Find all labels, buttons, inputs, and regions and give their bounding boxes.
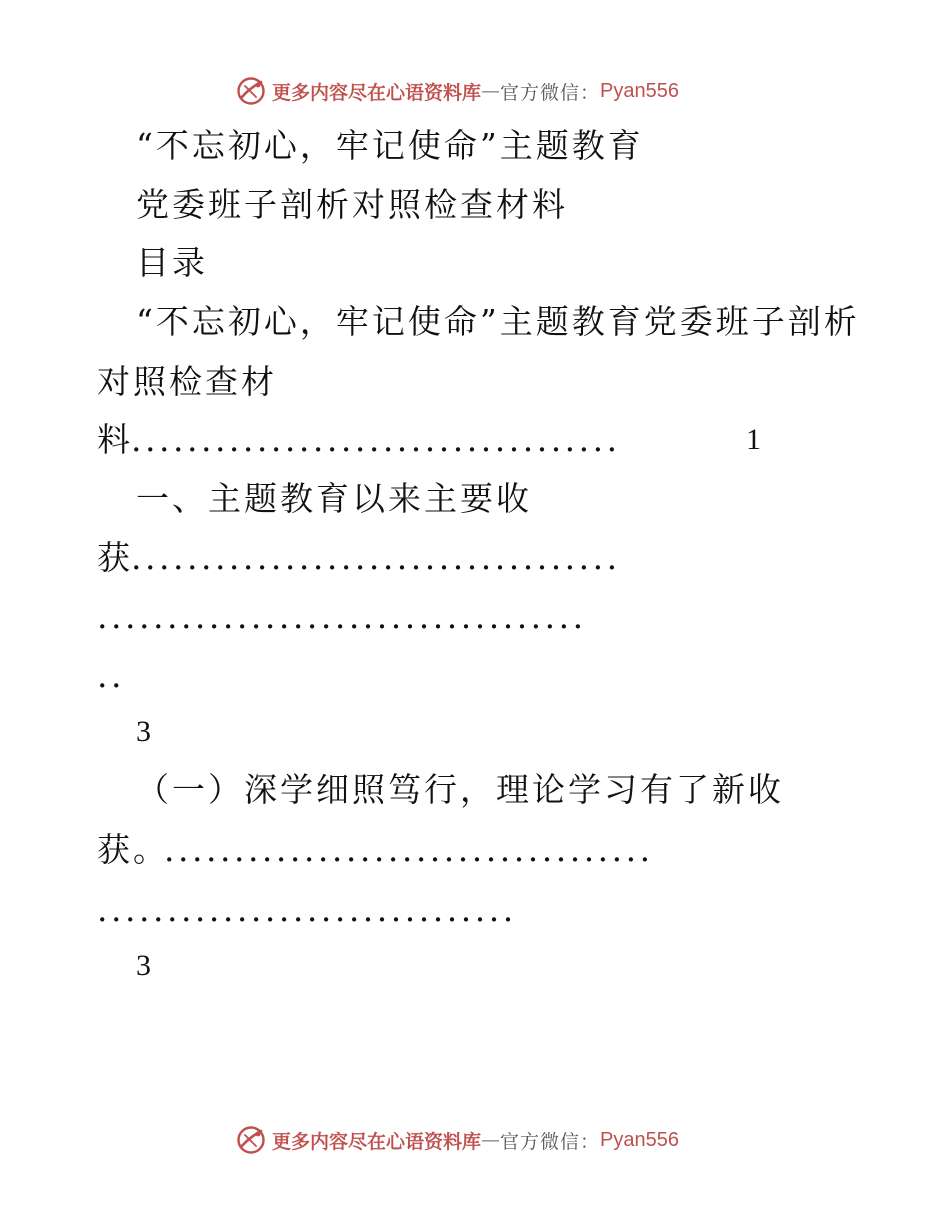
toc-entry-text-line-2: 获 xyxy=(97,538,133,577)
toc-heading: 目录 xyxy=(136,243,208,282)
toc-page-number: 3 xyxy=(136,949,151,982)
banner-wechat-account: Pyan556 xyxy=(600,1128,679,1151)
banner-dash: — xyxy=(481,1129,501,1151)
banner-site-name: 更多内容尽在心语资料库 xyxy=(272,1130,482,1153)
toc-entry-text-line-1: “不忘初心，牢记使命”主题教育党委班子剖析 xyxy=(136,302,860,341)
toc-leader-dots: ................................... xyxy=(164,830,654,869)
toc-leader-dots: ................................... xyxy=(131,420,621,459)
toc-entry-text-line-1: （一）深学细照笃行，理论学习有了新收 xyxy=(136,770,784,809)
toc-entry-text-line-1: 一、主题教育以来主要收 xyxy=(136,479,532,518)
banner-wechat-label: 官方微信： xyxy=(500,1130,601,1153)
toc-page-number: 1 xyxy=(746,423,761,456)
toc-leader-dots: ................................... xyxy=(97,597,587,636)
header-banner xyxy=(0,71,950,111)
footer-banner xyxy=(0,1120,950,1160)
toc-leader-dots: ................................... xyxy=(131,538,621,577)
banner-site-name: 更多内容尽在心语资料库 xyxy=(272,81,482,104)
toc-leader-dots: .. xyxy=(97,656,125,695)
banner-wechat-label: 官方微信： xyxy=(500,81,601,104)
toc-entry-text-line-3: 料 xyxy=(97,420,133,459)
banner-dash: — xyxy=(481,80,501,102)
toc-entry-text-line-2: 对照检查材 xyxy=(97,362,277,401)
toc-page-number: 3 xyxy=(136,715,151,748)
doc-title-line-1: “不忘初心，牢记使命”主题教育 xyxy=(136,126,644,165)
brand-logo-icon xyxy=(236,76,266,106)
brand-logo-icon xyxy=(236,1125,266,1155)
toc-entry-text-line-2: 获。 xyxy=(97,830,169,869)
toc-leader-dots: .............................. xyxy=(97,890,517,929)
banner-wechat-account: Pyan556 xyxy=(600,79,679,102)
doc-title-line-2: 党委班子剖析对照检查材料 xyxy=(136,185,568,224)
